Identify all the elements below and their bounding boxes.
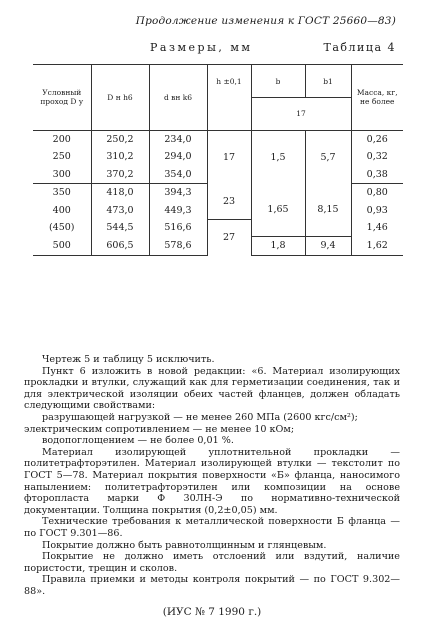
col-header-b: b [251,65,305,98]
group-h: 23 [207,184,251,220]
table-caption: Размеры, мм [150,41,253,54]
col-header-mass: Масса, кг, не более [351,65,403,130]
col-header-b1: b1 [305,65,351,98]
table-row: 250 310,2 294,0 0,32 [33,148,403,166]
group-h: 27 [207,219,251,255]
col-header-h: h ±0,1 [207,65,251,98]
paragraph: Правила приемки и методы контроля покрытий — по ГОСТ 9.302—88». [24,574,400,597]
table-row: (450) 544,5 516,6 27 1,46 [33,219,403,237]
col-header-dvn: d вн k6 [149,65,207,130]
page-header: Продолжение изменения к ГОСТ 25660—83) [135,15,396,27]
col-header-dn: D н h6 [91,65,149,130]
paragraph: Покрытие не должно иметь отслоений или вздутий, наличие пористости, трещин и сколов. [24,551,400,574]
table-row: 350 418,0 394,3 23 1,65 8,15 0,80 [33,184,403,202]
dimensions-table [33,64,403,256]
paragraph: Материал изолирующей уплотнительной прокладки — политетрафторэтилен. Материал изолирующей втулки — текстолит по ГОСТ 5—78. Материал покрытия поверхности «Б» фланца, наносимого напылением: политетрафторэтилен или композиции на основе фторопласта марки Ф 30ЛН-Э по нормативно-технической документации. Толщина покрытия (0,2±0,05) мм. [24,446,400,516]
publication-note: (ИУС № 7 1990 г.) [162,606,262,619]
sub-header-value: 17 [251,98,351,130]
group-b1: 9,4 [305,237,351,256]
col-header-dy: Условный проход D у [33,65,91,130]
paragraph: Чертеж 5 и таблицу 5 исключить. [42,354,215,365]
table-row: 300 370,2 354,0 0,38 [33,166,403,184]
paragraph: Покрытие должно быть равнотолщинным и глянцевым. [42,539,327,551]
group-h: 17 [207,130,251,184]
paragraph: Технические требования к металлической поверхности Б фланца — по ГОСТ 9.301—86. [24,516,400,539]
paragraph: водопоглощением — не более 0,01 %. [42,435,234,447]
group-b: 1,65 [251,184,305,237]
table-row: 400 473,0 449,3 0,93 [33,202,403,220]
group-b: 1,5 [251,130,305,184]
paragraph: электрическим сопротивлением — не менее 10 кОм; [24,423,295,435]
group-b1: 5,7 [305,130,351,184]
group-b: 1,8 [251,237,305,256]
paragraph: разрушающей нагрузкой — не менее 260 МПа (2600 кгс/см²); [42,411,358,423]
table-row: 200 250,2 234,0 17 1,5 5,7 0,26 [33,130,403,148]
paragraph: Пункт 6 изложить в новой редакции: «6. Материал изолирующих прокладки и втулки, служащий как для герметизации соединения, так и для электрической изоляции обеих частей фланцев, должен обладать следующими свойствами: [24,365,400,412]
table-title-row [0,39,422,55]
table-number: Таблица 4 [323,41,396,54]
amendment-text [24,354,400,619]
group-b1: 8,15 [305,184,351,237]
table-row: 500 606,5 578,6 1,8 9,4 1,62 [33,237,403,256]
